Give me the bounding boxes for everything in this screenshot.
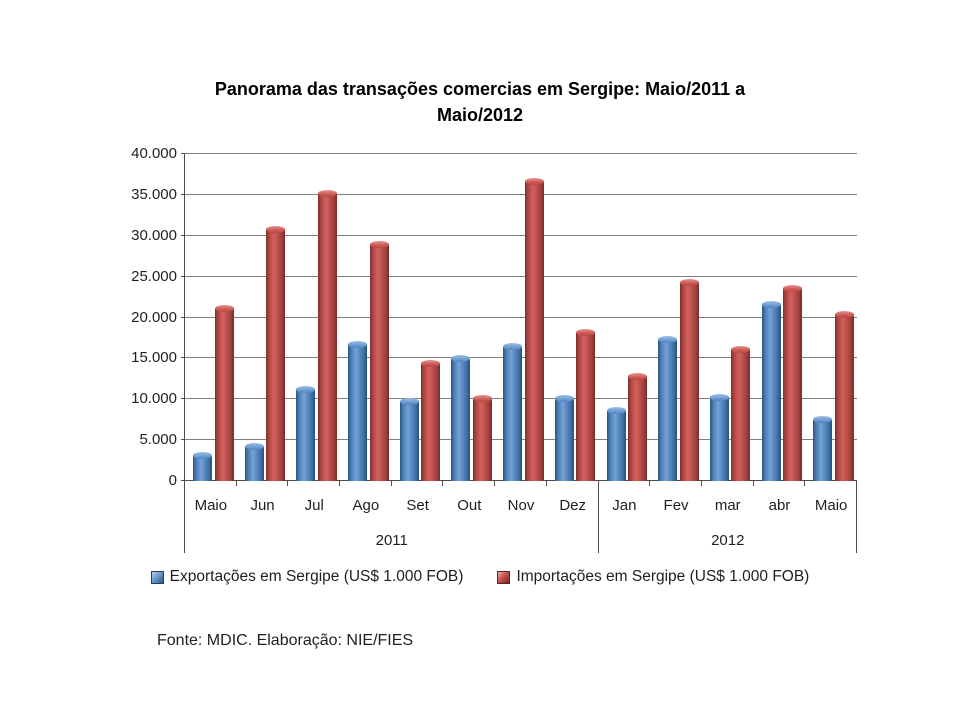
imports-bar [421, 363, 440, 481]
exports-bar [193, 455, 212, 481]
imports-bar [525, 181, 544, 481]
x-axis-tick [546, 481, 547, 486]
legend-item-imports [497, 568, 809, 586]
imports-bar [731, 349, 750, 481]
y-axis-tick-label: 10.000 [131, 390, 177, 408]
imports-legend-swatch [497, 571, 510, 584]
x-axis-category-label: Maio [814, 497, 848, 514]
gridline [185, 276, 857, 277]
imports-bar [628, 376, 647, 481]
exports-bar [555, 398, 574, 481]
imports-legend-label: Importações em Sergipe (US$ 1.000 FOB) [516, 568, 810, 585]
y-axis-tick-label: 5.000 [139, 431, 177, 449]
x-axis-year-label: 2011 [375, 532, 408, 549]
y-axis-tick-label: 35.000 [131, 185, 177, 203]
x-axis-category-label: Jan [612, 497, 637, 514]
x-axis-category-label: Ago [352, 497, 380, 514]
x-axis-category-label: Out [457, 497, 482, 514]
legend [0, 568, 960, 586]
exports-bar [451, 358, 470, 481]
chart-title-line1: Panorama das transações comercias em Sergipe: Maio/2011 a [214, 79, 746, 99]
x-axis-category-label: Dez [559, 497, 587, 514]
imports-bar [783, 288, 802, 481]
x-axis-tick [287, 481, 288, 486]
x-axis-tick [391, 481, 392, 486]
exports-bar [658, 339, 677, 481]
exports-legend-label: Exportações em Sergipe (US$ 1.000 FOB) [169, 568, 464, 585]
y-axis-tick-label: 20.000 [131, 308, 177, 326]
x-axis-tick [339, 481, 340, 486]
x-axis-category-label: Maio [194, 497, 228, 514]
y-axis-tick-label: 30.000 [131, 226, 177, 244]
x-axis-category-label: abr [768, 497, 791, 514]
y-axis-tick-label: 0 [168, 472, 177, 489]
x-axis-category-label: Set [406, 497, 429, 514]
x-axis-category-label: Jun [250, 497, 275, 514]
exports-bar [348, 344, 367, 481]
x-axis-category-label: Nov [507, 497, 535, 514]
x-axis-tick [184, 481, 185, 486]
exports-bar [503, 346, 522, 481]
exports-bar [296, 389, 315, 481]
legend-item-exports [151, 568, 464, 586]
imports-bar [473, 398, 492, 481]
imports-bar [215, 308, 234, 481]
y-axis-tick-label: 15.000 [131, 349, 177, 367]
y-axis-tick-label: 40.000 [131, 145, 177, 162]
imports-bar [576, 332, 595, 481]
x-axis-category-label: Fev [663, 497, 689, 514]
exports-bar [607, 410, 626, 481]
imports-bar [680, 282, 699, 481]
imports-bar [318, 193, 337, 481]
exports-bar [813, 419, 832, 481]
y-axis-line [184, 154, 185, 553]
x-axis-tick [753, 481, 754, 486]
y-axis-tick-label: 25.000 [131, 267, 177, 285]
gridline [185, 153, 857, 154]
exports-bar [762, 304, 781, 481]
x-axis-category-label: mar [714, 497, 741, 514]
x-axis-category-label: Jul [304, 497, 324, 514]
exports-bar [245, 446, 264, 481]
chart-title [150, 76, 810, 128]
imports-bar [266, 229, 285, 481]
x-axis-tick [442, 481, 443, 486]
x-axis-tick [236, 481, 237, 486]
footer-source: Fonte: MDIC. Elaboração: NIE/FIES [157, 632, 414, 649]
x-axis-year-label: 2012 [711, 532, 745, 549]
exports-bar [710, 397, 729, 481]
imports-bar [370, 244, 389, 481]
imports-bar [835, 314, 854, 481]
x-axis-tick [494, 481, 495, 486]
x-axis-tick [804, 481, 805, 486]
gridline [185, 235, 857, 236]
exports-bar [400, 401, 419, 481]
gridline [185, 317, 857, 318]
exports-legend-swatch [151, 571, 164, 584]
x-axis-tick [649, 481, 650, 486]
x-axis-tick [701, 481, 702, 486]
gridline [185, 194, 857, 195]
chart-title-line2: Maio/2012 [436, 105, 524, 125]
